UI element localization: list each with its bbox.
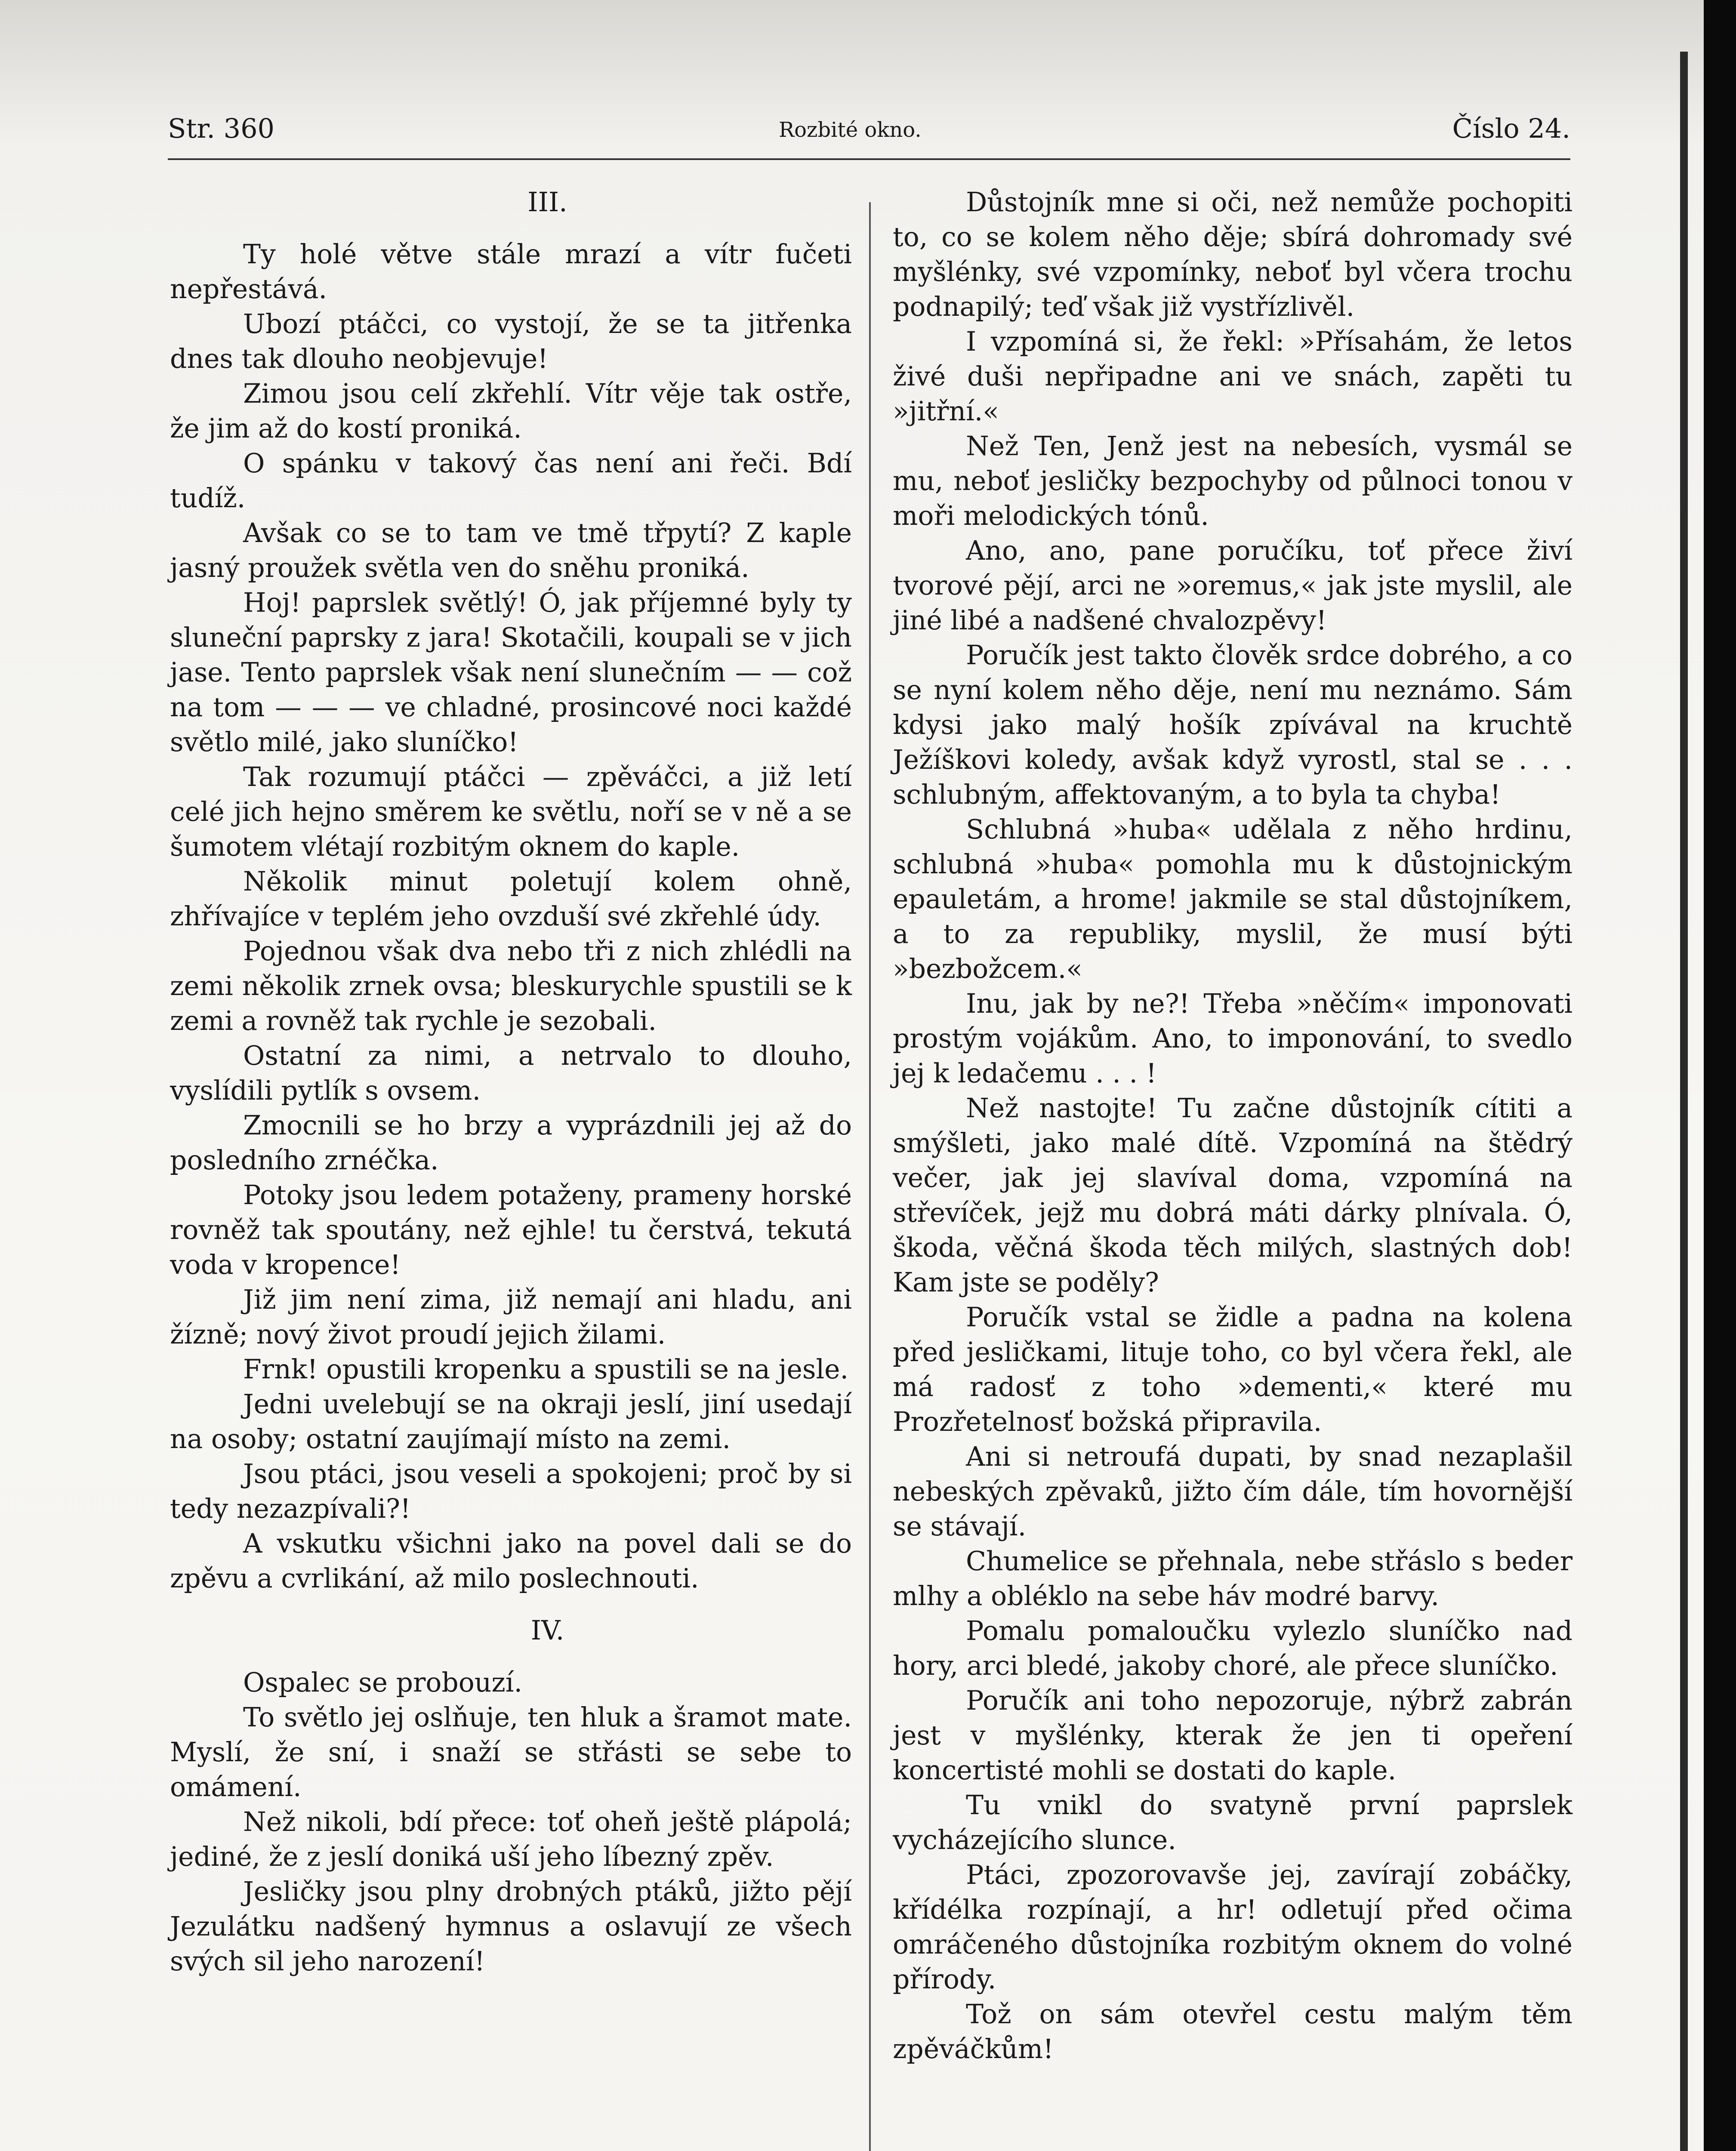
paragraph: Ty holé větve stále mrazí a vítr fučeti nepřestává.	[170, 239, 852, 305]
paragraph: I vzpomíná si, že řekl: »Přísahám, že letos živé duši nepřipadne ani ve snách, zapěti tu »jitřní.«	[893, 326, 1573, 427]
paragraph: A vskutku všichni jako na povel dali se do zpěvu a cvrlikání, až milo poslechnouti.	[170, 1528, 852, 1594]
spacer	[170, 1596, 852, 1613]
paragraph: Ospalec se probouzí.	[243, 1667, 522, 1698]
paragraph: O spánku v takový čas není ani řeči. Bdí tudíž.	[170, 448, 852, 514]
paragraph: Poručík jest takto člověk srdce dobrého, a co se nyní kolem něho děje, není mu neznámo. Sám kdysi jako malý hošík zpívával na kruchtě Ježíškovi koledy, avšak když vyrostl, stal se . . . schlubným, affektovaným, a to byla ta chyba!	[893, 640, 1573, 810]
paragraph: Než Ten, Jenž jest na nebesích, vysmál se mu, neboť jesličky bezpochyby od půlnoci tonou v moři melodických tónů.	[893, 431, 1573, 531]
page-edge-shadow	[1680, 52, 1688, 2151]
left-column	[170, 185, 852, 1979]
paragraph: Schlubná »huba« udělala z něho hrdinu, schlubná »huba« pomohla mu k důstojnickým epauletám, a hrome! jakmile se stal důstojníkem, a to za republiky, myslil, že musí býti »bezbožcem.«	[893, 814, 1573, 984]
paragraph: Tak rozumují ptáčci — zpěváčci, a již letí celé jich hejno směrem ke světlu, noří se v ně a se šumotem vlétají rozbitým oknem do kaple.	[170, 761, 852, 862]
running-title: Rozbité okno.	[779, 118, 922, 142]
paragraph: Ano, ano, pane poručíku, toť přece živí tvorové pějí, arci ne »oremus,« jak jste myslil, ale jiné libé a nadšené chvalozpěvy!	[893, 535, 1573, 636]
paragraph: Ptáci, zpozorovavše jej, zavírají zobáčky, křídélka rozpínají, a hr! odletují před očima omráčeného důstojníka rozbitým oknem do volné přírody.	[893, 1859, 1573, 1995]
section-heading-iv: IV.	[530, 1615, 564, 1646]
paragraph: Pomalu pomaloučku vylezlo sluníčko nad hory, arci bledé, jakoby choré, ale přece sluníčko.	[893, 1615, 1573, 1681]
paragraph: To světlo jej oslňuje, ten hluk a šramot mate. Myslí, že sní, i snaží se střásti se sebe to omámení.	[170, 1702, 852, 1803]
paragraph: Jesličky jsou plny drobných ptáků, jižto pějí Jezulátku nadšený hymnus a oslavují ze všech svých sil jeho narození!	[170, 1876, 852, 1977]
paragraph: Poručík vstal se židle a padna na kolena před jesličkami, lituje toho, co byl včera řekl, ale má radosť z toho »dementi,« které mu Prozřetelnosť božská připravila.	[893, 1302, 1573, 1437]
paragraph: Ostatní za nimi, a netrvalo to dlouho, vyslídili pytlík s ovsem.	[170, 1040, 852, 1106]
paragraph: Jedni uvelebují se na okraji jeslí, jiní usedají na osoby; ostatní zaujímají místo na zemi.	[170, 1389, 852, 1455]
paragraph: Poručík ani toho nepozoruje, nýbrž zabrán jest v myšlénky, kterak že jen ti opeření koncertisté mohli se dostati do kaple.	[893, 1685, 1573, 1786]
paragraph: Ani si netroufá dupati, by snad nezaplašil nebeských zpěvaků, jižto čím dále, tím hovornější se stávají.	[893, 1441, 1573, 1542]
paragraph: Hoj! paprslek světlý! Ó, jak příjemné byly ty sluneční paprsky z jara! Skotačili, koupali se v jich jase. Tento paprslek však není slunečním — — což na tom — — — ve chladné, prosincové noci každé světlo milé, jako sluníčko!	[170, 587, 852, 758]
paragraph: Tož on sám otevřel cestu malým těm zpěváčkům!	[893, 1999, 1573, 2065]
paragraph: Než nikoli, bdí přece: toť oheň ještě plápolá; jediné, že z jeslí doniká uší jeho líbezný zpěv.	[170, 1806, 852, 1872]
paragraph: Než nastojte! Tu začne důstojník cítiti a smýšleti, jako malé dítě. Vzpomíná na štědrý večer, jak jej slavíval doma, vzpomíná na střevíček, jejž mu dobrá máti dárky plnívala. Ó, škoda, věčná škoda těch milých, slastných dob! Kam jste se poděly?	[893, 1093, 1573, 1298]
paragraph: Tu vnikl do svatyně první paprslek vycházejícího slunce.	[893, 1790, 1573, 1855]
paragraph: Frnk! opustili kropenku a spustili se na jesle.	[243, 1354, 849, 1385]
paragraph: Jsou ptáci, jsou veseli a spokojeni; proč by si tedy nezazpívali?!	[170, 1458, 852, 1524]
paragraph: Důstojník mne si oči, než nemůže pochopiti to, co se kolem něho děje; sbírá dohromady své myšlénky, své vzpomínky, neboť byl včera trochu podnapilý; teď však již vystřízlivěl.	[893, 187, 1573, 322]
page-number: Str. 360	[168, 113, 274, 144]
paragraph: Inu, jak by ne?! Třeba »něčím« imponovati prostým vojákům. Ano, to imponování, to svedlo jej k ledačemu . . . !	[893, 988, 1573, 1089]
right-column	[893, 185, 1573, 2067]
paragraph: Avšak co se to tam ve tmě třpytí? Z kaple jasný proužek světla ven do sněhu proniká.	[170, 518, 852, 583]
section-heading-iii: III.	[527, 187, 567, 218]
paragraph: Zmocnili se ho brzy a vyprázdnili jej až do posledního zrnéčka.	[170, 1110, 852, 1176]
page-header	[168, 113, 1570, 156]
paragraph: Chumelice se přehnala, nebe střáslo s beder mlhy a obléklo na sebe háv modré barvy.	[893, 1546, 1573, 1612]
paragraph: Několik minut poletují kolem ohně, zhřívajíce v teplém jeho ovzduší své zkřehlé údy.	[170, 866, 852, 932]
header-rule	[168, 158, 1570, 160]
paragraph: Potoky jsou ledem potaženy, prameny horské rovněž tak spoutány, než ejhle! tu čerstvá, tekutá voda v kropence!	[170, 1180, 852, 1280]
scan-border	[1704, 0, 1736, 2151]
issue-number: Číslo 24.	[1452, 113, 1570, 144]
column-divider	[869, 202, 871, 2151]
paragraph: Pojednou však dva nebo tři z nich zhlédli na zemi několik zrnek ovsa; bleskurychle spustili se k zemi a rovněž tak rychle je sezobali.	[170, 936, 852, 1036]
paragraph: Již jim není zima, již nemají ani hladu, ani žízně; nový život proudí jejich žilami.	[170, 1284, 852, 1350]
spacer	[170, 1648, 852, 1665]
paragraph: Ubozí ptáčci, co vystojí, že se ta jitřenka dnes tak dlouho neobjevuje!	[170, 308, 852, 374]
spacer	[170, 220, 852, 237]
paragraph: Zimou jsou celí zkřehlí. Vítr věje tak ostře, že jim až do kostí proniká.	[170, 378, 852, 444]
